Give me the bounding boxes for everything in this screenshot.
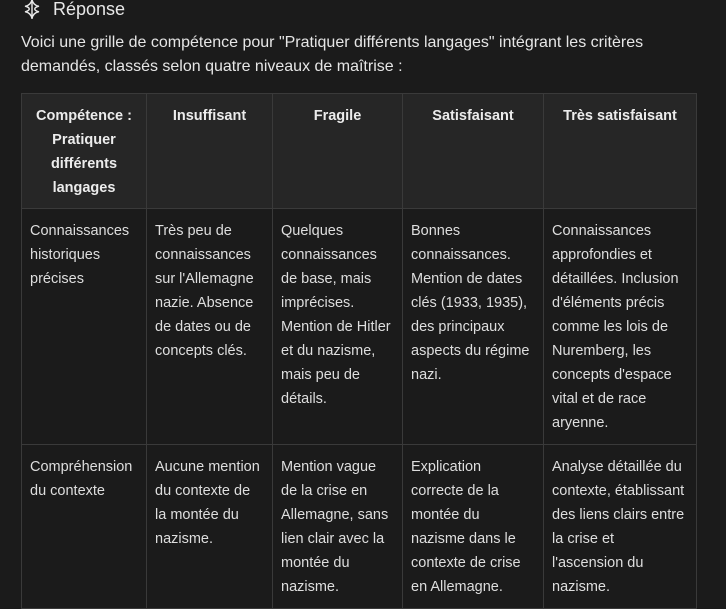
response-header — [21, 0, 125, 21]
table-cell: Bonnes connaissances. Mention de dates clés (1933, 1935), des principaux aspects du régime nazi. — [403, 209, 544, 445]
table-cell: Quelques connaissances de base, mais imprécises. Mention de Hitler et du nazisme, mais peu de détails. — [273, 209, 403, 445]
header-fragile: Fragile — [273, 94, 403, 209]
table-cell: Connaissances historiques précises — [22, 209, 147, 445]
table-cell: Analyse détaillée du contexte, établissant des liens clairs entre la crise et l'ascension du nazisme. — [544, 445, 697, 609]
intro-paragraph: Voici une grille de compétence pour "Pratiquer différents langages" intégrant les critères demandés, classés selon quatre niveaux de maîtrise : — [21, 34, 644, 75]
table-row — [22, 209, 697, 445]
table-row — [22, 445, 697, 609]
header-satisfaisant: Satisfaisant — [403, 94, 544, 209]
sparkle-icon — [21, 0, 43, 20]
header-competence: Compétence : Pratiquer différents langages — [22, 94, 147, 209]
table-cell: Compréhension du contexte — [22, 445, 147, 609]
header-tres-satisfaisant: Très satisfaisant — [544, 94, 697, 209]
table-cell: Aucune mention du contexte de la montée du nazisme. — [147, 445, 273, 609]
response-title: Réponse — [53, 0, 126, 19]
competence-grid-table — [21, 93, 697, 609]
table-cell: Connaissances approfondies et détaillées. Inclusion d'éléments précis comme les lois de Nuremberg, les concepts d'espace vital et de race aryenne. — [544, 209, 697, 445]
table-cell: Très peu de connaissances sur l'Allemagne nazie. Absence de dates ou de concepts clés. — [147, 209, 273, 445]
table-cell: Explication correcte de la montée du nazisme dans le contexte de crise en Allemagne. — [403, 445, 544, 609]
header-insuffisant: Insuffisant — [147, 94, 273, 209]
table-header-row — [22, 94, 697, 209]
table-cell: Mention vague de la crise en Allemagne, sans lien clair avec la montée du nazisme. — [273, 445, 403, 609]
